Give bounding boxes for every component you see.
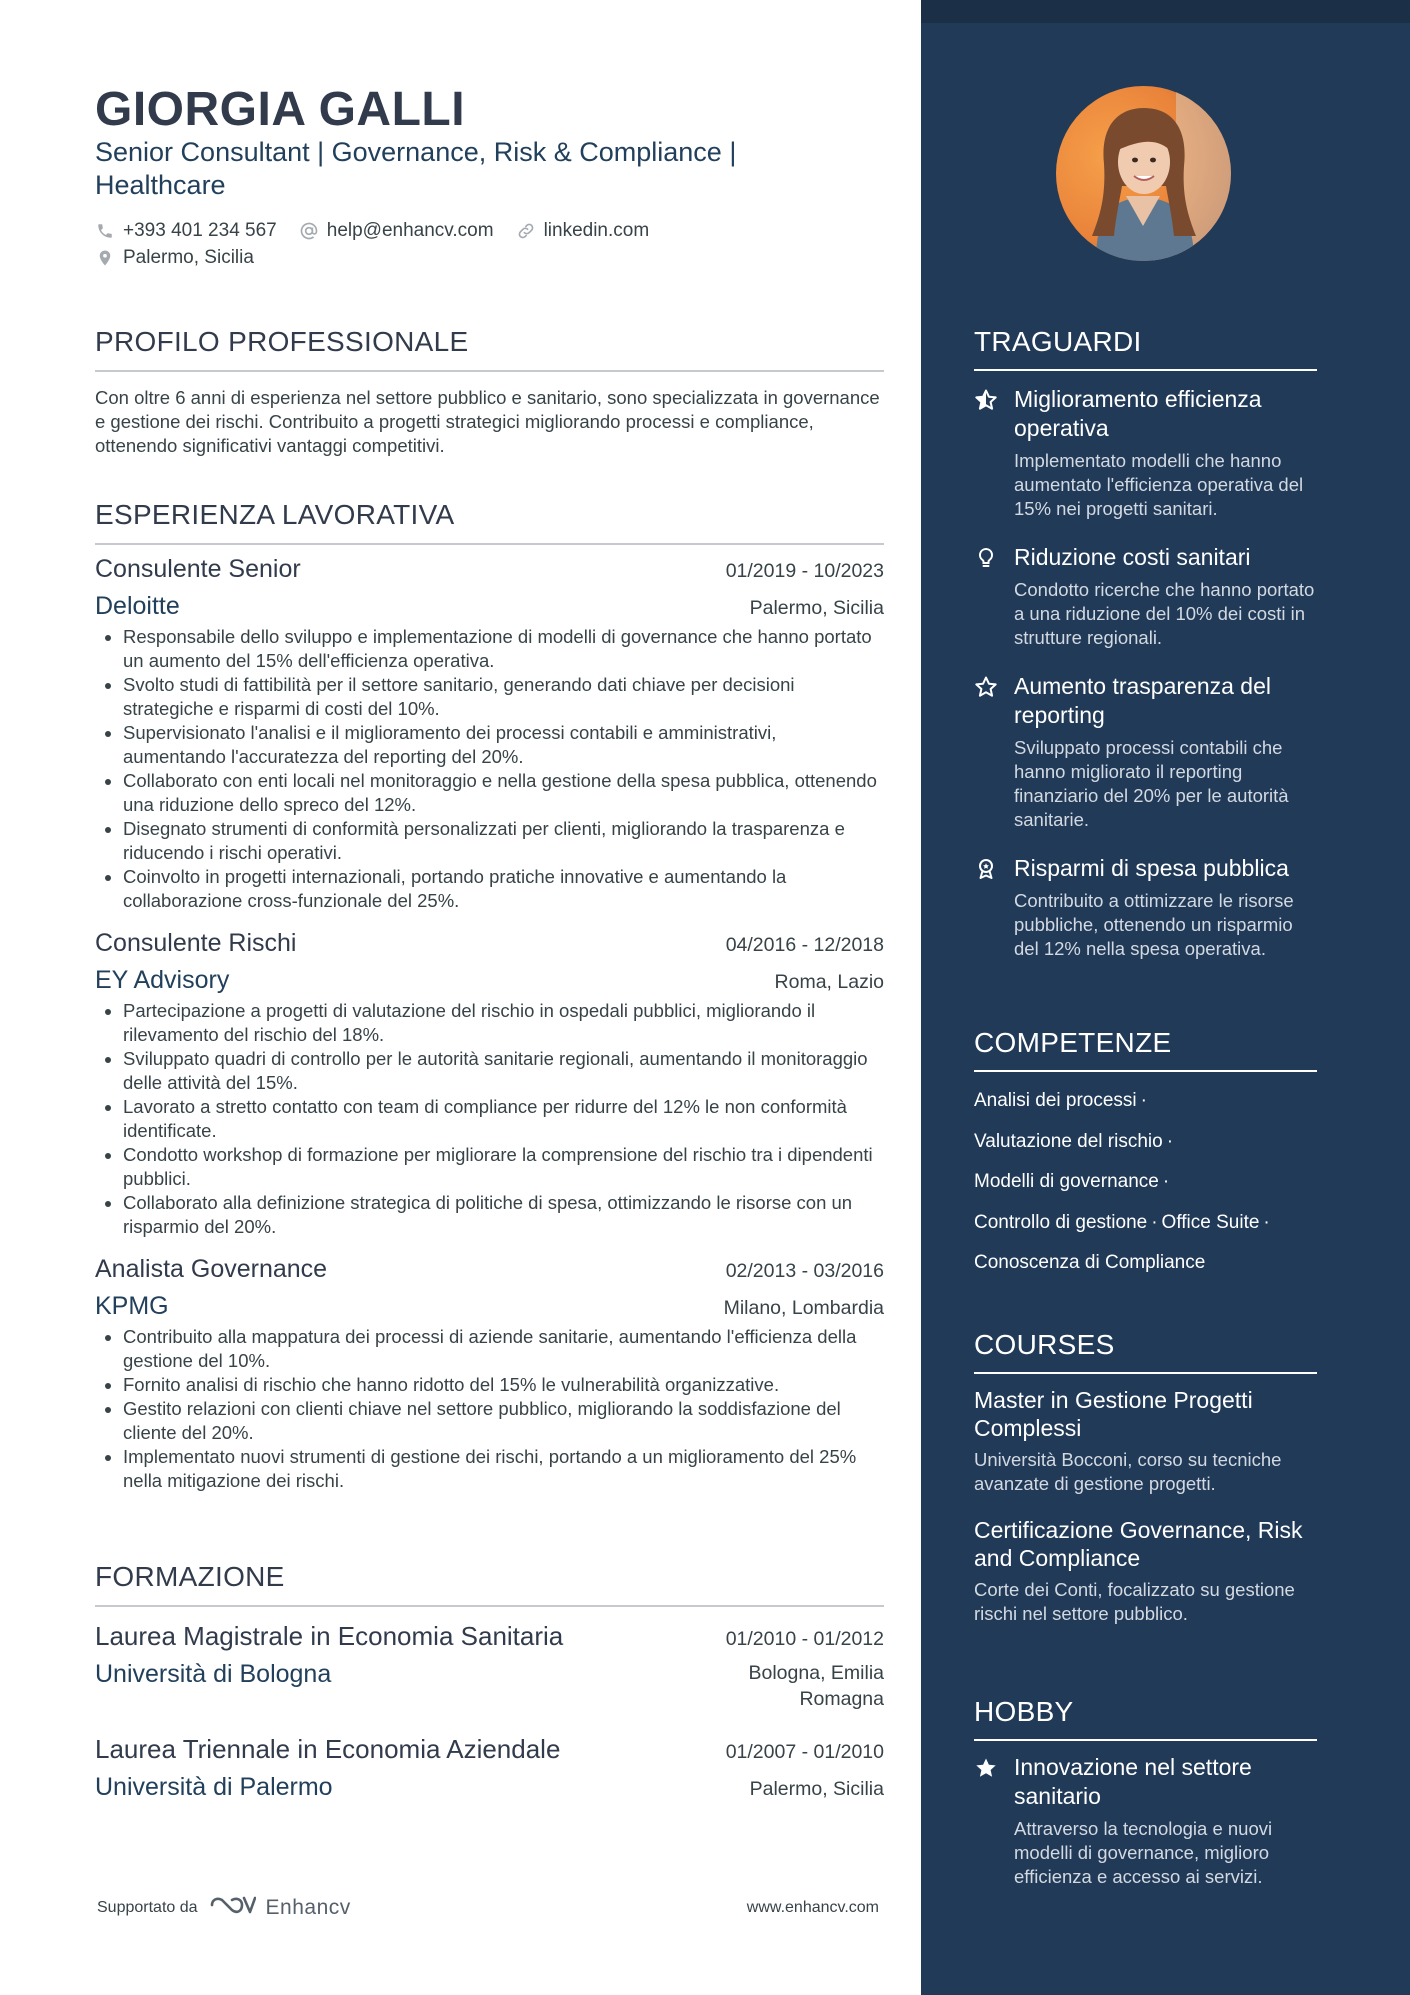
skill-item: Office Suite: [1161, 1211, 1260, 1233]
job-bullet: • Svolto studi di fattibilità per il settore sanitario, generando dati chiave per decisioni strategiche e risparmi di costi del 10%.: [123, 673, 884, 721]
lightbulb-icon: [974, 543, 1000, 650]
job-location: Milano, Lombardia: [723, 1297, 884, 1319]
contact-phone: +393 401 234 567: [95, 220, 277, 242]
course-desc: Università Bocconi, corso su tecniche avanzate di gestione progetti.: [974, 1449, 1282, 1494]
education-dates: 01/2010 - 01/2012: [725, 1628, 884, 1650]
job-bullet: • Gestito relazioni con clienti chiave nel settore pubblico, migliorando la soddisfazione del cliente del 20%.: [123, 1397, 884, 1445]
sidebar-top-bar: [921, 0, 1410, 23]
skill-item: Valutazione del rischio: [974, 1130, 1163, 1152]
sidebar: [921, 0, 1410, 1995]
job-bullet: • Partecipazione a progetti di valutazione del rischio in ospedali pubblici, migliorando il rilevamento del rischio del 18%.: [123, 999, 884, 1047]
job-company: KPMG: [95, 1292, 169, 1320]
job-location: Palermo, Sicilia: [749, 597, 884, 619]
contact-email[interactable]: help@enhancv.com: [299, 220, 494, 242]
education-entry: [95, 1734, 884, 1802]
job-company: Deloitte: [95, 592, 180, 620]
job-bullet: • Fornito analisi di rischio che hanno ridotto del 15% le vulnerabilità organizzative.: [123, 1373, 884, 1397]
job-bullet: • Responsabile dello sviluppo e implementazione di modelli di governance che hanno portato un aumento del 15% dell'efficienza operativa.: [123, 625, 884, 673]
achievement-desc: Contribuito a ottimizzare le risorse pubbliche, ottenendo un risparmio del 12% nella spesa operativa.: [1014, 890, 1294, 959]
job-company: EY Advisory: [95, 966, 230, 994]
achievement-item: [974, 543, 1317, 650]
courses-title: COURSES: [974, 1329, 1317, 1374]
job-bullet: • Sviluppato quadri di controllo per le autorità sanitarie regionali, aumentando il monitoraggio delle attività del 15%.: [123, 1047, 884, 1095]
brand-name: Enhancv: [265, 1895, 351, 1919]
at-icon: [299, 221, 319, 241]
skill-item: Analisi dei processi: [974, 1090, 1137, 1111]
job-bullet: • Supervisionato l'analisi e il miglioramento dei processi contabili e amministrativi, aumentando l'accuratezza del reporting del 20%.: [123, 721, 884, 769]
skills-section: [974, 1027, 1317, 1293]
education-entry: [95, 1621, 884, 1712]
achievement-title: Miglioramento efficienza operativa: [1014, 386, 1262, 441]
experience-section: [95, 499, 884, 1493]
hobby-item: [974, 1753, 1317, 1889]
education-dates: 01/2007 - 01/2010: [725, 1741, 884, 1763]
achievement-title: Aumento trasparenza del reporting: [1014, 673, 1271, 728]
avatar: [1056, 86, 1231, 261]
contact-info: [95, 218, 855, 272]
job-bullet: • Contribuito alla mappatura dei processi di aziende sanitarie, aumentando l'efficienza della gestione del 10%.: [123, 1325, 884, 1373]
powered-by: Supportato da Enhancv: [97, 1893, 351, 1922]
star-outline-icon: [974, 672, 1000, 832]
education-degree: Laurea Triennale in Economia Aziendale: [95, 1734, 561, 1764]
course-title: Certificazione Governance, Risk and Compliance: [974, 1517, 1303, 1571]
job-bullets: [95, 625, 884, 913]
education-title: FORMAZIONE: [95, 1561, 884, 1607]
skill-item: Conoscenza di Compliance: [974, 1252, 1206, 1273]
skills-list: Analisi dei processi · Valutazione del rischio · Modelli di governance · Controllo di gestione · Office Suite · Conoscenza di Compliance: [974, 1090, 1270, 1273]
job-bullet: • Coinvolto in progetti internazionali, portando pratiche innovative e aumentando la collaborazione cross-funzionale del 25%.: [123, 865, 884, 913]
course-title: Master in Gestione Progetti Complessi: [974, 1387, 1253, 1441]
job-dates: 01/2019 - 10/2023: [725, 560, 884, 582]
star-half-icon: [974, 385, 1000, 521]
link-icon: [516, 221, 536, 241]
profile-section: [95, 326, 884, 458]
candidate-name: GIORGIA GALLI: [95, 83, 466, 136]
skill-item: Controllo di gestione: [974, 1211, 1148, 1233]
job-entry: [95, 555, 884, 913]
experience-title: ESPERIENZA LAVORATIVA: [95, 499, 884, 545]
skills-title: COMPETENZE: [974, 1027, 1317, 1072]
education-location: Palermo, Sicilia: [749, 1778, 884, 1800]
job-bullet: • Disegnato strumenti di conformità personalizzati per clienti, migliorando la trasparenza e riducendo i rischi operativi.: [123, 817, 884, 865]
candidate-role: Senior Consultant | Governance, Risk & Compliance | Healthcare: [95, 137, 737, 200]
education-school: Università di Palermo: [95, 1773, 333, 1801]
achievement-item: [974, 672, 1317, 832]
hobby-name: Innovazione nel settore sanitario: [1014, 1754, 1252, 1809]
job-bullets: [95, 999, 884, 1239]
achievements-title: TRAGUARDI: [974, 326, 1317, 371]
contact-location: Palermo, Sicilia: [95, 247, 254, 269]
job-entry: [95, 1255, 884, 1493]
job-bullets: [95, 1325, 884, 1493]
course-item: [974, 1516, 1317, 1626]
job-entry: [95, 929, 884, 1239]
job-bullet: • Collaborato con enti locali nel monitoraggio e nella gestione della spesa pubblica, ottenendo una riduzione dello spreco del 12%.: [123, 769, 884, 817]
enhancv-logo-icon: [208, 1893, 256, 1922]
education-school: Università di Bologna: [95, 1660, 332, 1688]
achievement-desc: Implementato modelli che hanno aumentato l'efficienza operativa del 15% nei progetti sanitari.: [1014, 450, 1304, 519]
skill-item: Modelli di governance: [974, 1171, 1159, 1192]
job-bullet: • Collaborato alla definizione strategica di politiche di spesa, ottimizzando le risorse con un risparmio del 20%.: [123, 1191, 884, 1239]
contact-linkedin[interactable]: linkedin.com: [516, 220, 650, 242]
location-pin-icon: [95, 248, 115, 268]
achievement-item: [974, 854, 1317, 961]
course-desc: Corte dei Conti, focalizzato su gestione rischi nel settore pubblico.: [974, 1579, 1295, 1624]
hobby-title: HOBBY: [974, 1696, 1317, 1741]
job-location: Roma, Lazio: [774, 971, 884, 993]
achievements-section: [974, 326, 1317, 961]
job-title: Analista Governance: [95, 1255, 328, 1283]
education-degree: Laurea Magistrale in Economia Sanitaria: [95, 1621, 564, 1651]
profile-title: PROFILO PROFESSIONALE: [95, 326, 884, 372]
job-dates: 04/2016 - 12/2018: [725, 934, 884, 956]
achievement-title: Risparmi di spesa pubblica: [1014, 855, 1289, 881]
job-bullet: • Condotto workshop di formazione per migliorare la comprensione del rischio tra i dipendenti pubblici.: [123, 1143, 884, 1191]
job-dates: 02/2013 - 03/2016: [725, 1260, 884, 1282]
course-item: [974, 1386, 1317, 1496]
profile-summary: Con oltre 6 anni di esperienza nel settore pubblico e sanitario, sono specializzata in governance e gestione dei rischi. Contribuito a progetti strategici migliorando processi e compliance, ottenendo significativi vantaggi competitivi.: [95, 387, 880, 456]
achievement-item: [974, 385, 1317, 521]
achievement-desc: Sviluppato processi contabili che hanno migliorato il reporting finanziario del 20% per le autorità sanitarie.: [1014, 737, 1289, 830]
footer: [97, 1893, 879, 1922]
award-icon: [974, 854, 1000, 961]
phone-icon: [95, 221, 115, 241]
hobby-desc: Attraverso la tecnologia e nuovi modelli di governance, miglioro efficienza e accesso ai servizi.: [1014, 1818, 1273, 1887]
education-section: [95, 1561, 884, 1802]
job-title: Consulente Rischi: [95, 929, 297, 957]
job-bullet: • Lavorato a stretto contatto con team di compliance per ridurre del 12% le non conformità identificate.: [123, 1095, 884, 1143]
website-link[interactable]: www.enhancv.com: [746, 1898, 879, 1916]
hobby-section: [974, 1696, 1317, 1889]
job-title: Consulente Senior: [95, 555, 301, 583]
courses-section: [974, 1329, 1317, 1626]
job-bullet: • Implementato nuovi strumenti di gestione dei rischi, portando a un miglioramento del 25% nella mitigazione dei rischi.: [123, 1445, 884, 1493]
achievement-desc: Condotto ricerche che hanno portato a una riduzione del 10% dei costi in strutture regionali.: [1014, 579, 1315, 648]
star-filled-icon: [974, 1753, 1000, 1889]
education-location: Bologna, Emilia Romagna: [748, 1662, 884, 1710]
achievement-title: Riduzione costi sanitari: [1014, 544, 1251, 570]
